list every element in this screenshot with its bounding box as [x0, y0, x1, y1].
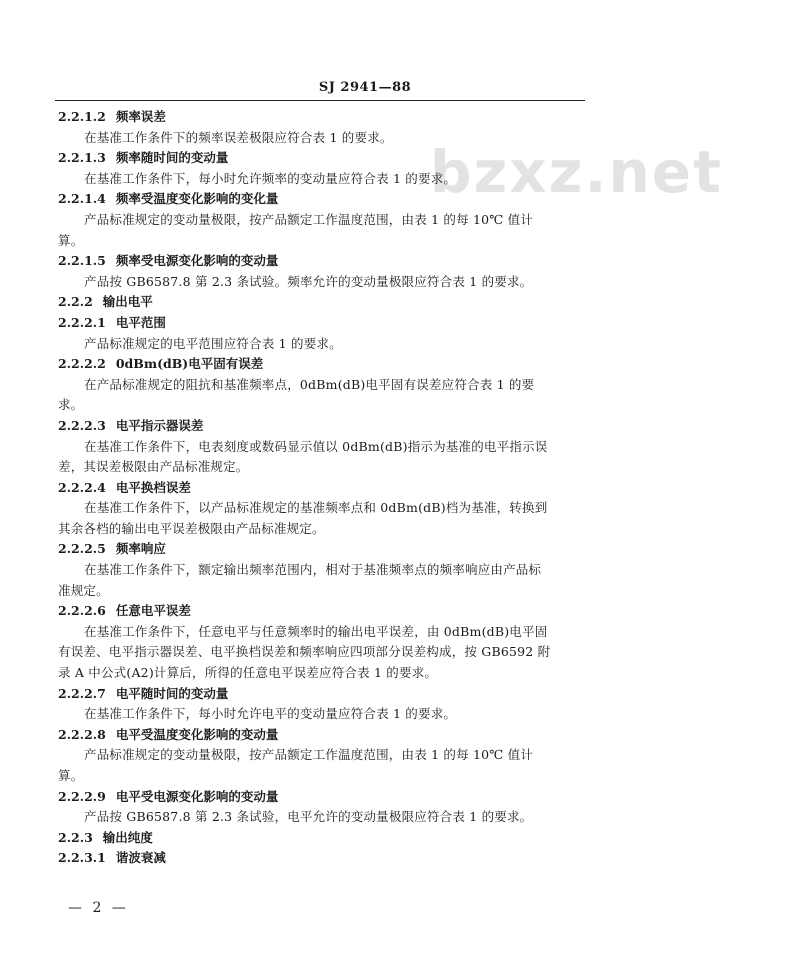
- section-title: 谐波衰减: [115, 850, 166, 866]
- section-title: 频率受电源变化影响的变动量: [115, 253, 279, 269]
- section-heading: [58, 148, 598, 169]
- section-number: 2.2.2.5: [58, 541, 106, 557]
- header-rule: [55, 100, 585, 101]
- section-number: 2.2.1.4: [58, 191, 106, 207]
- page-number: — 2 —: [68, 900, 129, 916]
- section-number: 2.2.2.2: [58, 356, 106, 372]
- section-heading: [58, 787, 598, 808]
- section-title: 频率随时间的变动量: [115, 150, 229, 166]
- paragraph-line: 在基准工作条件下，任意电平与任意频率时的输出电平误差，由 0dBm(dB)电平固: [84, 623, 548, 639]
- section-number: 2.2.1.2: [58, 109, 106, 124]
- section-title: 电平换档误差: [115, 479, 191, 495]
- section-heading: [58, 539, 598, 560]
- document-code-header: SJ 2941—88: [318, 80, 412, 95]
- paragraph-line: 在基准工作条件下的频率误差极限应符合表 1 的要求。: [84, 129, 393, 145]
- section-number: 2.2.2.1: [58, 314, 106, 330]
- paragraph-continuation: 求。: [58, 397, 84, 413]
- section-title: 频率误差: [115, 109, 166, 124]
- paragraph-continuation: 算。: [58, 768, 84, 783]
- paragraph-line: 在基准工作条件下，以产品标准规定的基准频率点和 0dBm(dB)档为基准，转换到: [84, 500, 548, 516]
- paragraph-line: 在基准工作条件下，额定输出频率范围内，相对于基准频率点的频率响应由产品标: [84, 562, 542, 578]
- section-title: 频率受温度变化影响的变化量: [115, 191, 279, 207]
- section-heading: [58, 684, 598, 705]
- section-heading: [58, 848, 598, 869]
- section-heading: [58, 725, 598, 746]
- paragraph-line: 产品标准规定的电平范围应符合表 1 的要求。: [84, 335, 342, 351]
- paragraph-continuation: 差，其误差极限由产品标准规定。: [58, 459, 249, 475]
- paragraph-line: 在产品标准规定的阻抗和基准频率点，0dBm(dB)电平固有误差应符合表 1 的要: [84, 376, 535, 392]
- section-title: 0dBm(dB)电平固有误差: [115, 356, 264, 372]
- section-number: 2.2.2.6: [58, 603, 106, 619]
- section-number: 2.2.3: [58, 829, 93, 845]
- section-title: 输出纯度: [102, 829, 153, 845]
- section-title: 电平范围: [115, 314, 166, 330]
- section-heading: [58, 478, 598, 499]
- section-number: 2.2.3.1: [58, 850, 106, 866]
- paragraph-continuation: 有误差、电平指示器误差、电平换档误差和频率响应四项部分误差构成，按 GB6592 附: [58, 644, 551, 660]
- section-title: 频率响应: [115, 541, 166, 557]
- paragraph-line: 在基准工作条件下，电表刻度或数码显示值以 0dBm(dB)指示为基准的电平指示误: [84, 438, 548, 454]
- section-number: 2.2.2.4: [58, 479, 106, 495]
- section-title: 电平指示器误差: [115, 417, 204, 433]
- paragraph-line: 产品标准规定的变动量极限，按产品额定工作温度范围，由表 1 的每 10℃ 值计: [84, 211, 534, 227]
- section-title: 输出电平: [102, 294, 153, 310]
- section-number: 2.2.1.3: [58, 150, 106, 166]
- paragraph-continuation: 算。: [58, 232, 84, 248]
- section-number: 2.2.2.7: [58, 685, 106, 701]
- section-title: 任意电平误差: [115, 603, 191, 619]
- section-title: 电平受温度变化影响的变动量: [115, 726, 279, 742]
- paragraph-line: 在基准工作条件下，每小时允许电平的变动量应符合表 1 的要求。: [84, 706, 457, 722]
- section-heading: [58, 107, 598, 128]
- paragraph-line: 产品标准规定的变动量极限，按产品额定工作温度范围，由表 1 的每 10℃ 值计: [84, 747, 534, 763]
- section-heading: [58, 354, 598, 375]
- section-number: 2.2.2.8: [58, 726, 106, 742]
- section-heading: [58, 251, 598, 272]
- section-heading: [58, 828, 598, 849]
- section-title: 电平受电源变化影响的变动量: [115, 788, 279, 804]
- paragraph-continuation: 录 A 中公式(A2)计算后，所得的任意电平误差应符合表 1 的要求。: [58, 665, 438, 681]
- section-number: 2.2.2.9: [58, 788, 106, 804]
- paragraph-line: 产品按 GB6587.8 第 2.3 条试验。频率允许的变动量极限应符合表 1 的要求。: [84, 273, 533, 289]
- document-body: [58, 107, 598, 869]
- paragraph-line: 产品按 GB6587.8 第 2.3 条试验，电平允许的变动量极限应符合表 1 的要求。: [84, 809, 533, 825]
- paragraph-continuation: 准规定。: [58, 582, 109, 598]
- section-number: 2.2.2.3: [58, 417, 106, 433]
- section-number: 2.2.1.5: [58, 253, 106, 269]
- section-heading: [58, 313, 598, 334]
- section-number: 2.2.2: [58, 294, 93, 310]
- section-heading: [58, 189, 598, 210]
- watermark: bzxz.net: [430, 138, 723, 206]
- paragraph-continuation: 其余各档的输出电平误差极限由产品标准规定。: [58, 520, 325, 536]
- section-title: 电平随时间的变动量: [115, 685, 229, 701]
- section-heading: [58, 416, 598, 437]
- paragraph-line: 在基准工作条件下，每小时允许频率的变动量应符合表 1 的要求。: [84, 170, 457, 186]
- section-heading: [58, 292, 598, 313]
- section-heading: [58, 601, 598, 622]
